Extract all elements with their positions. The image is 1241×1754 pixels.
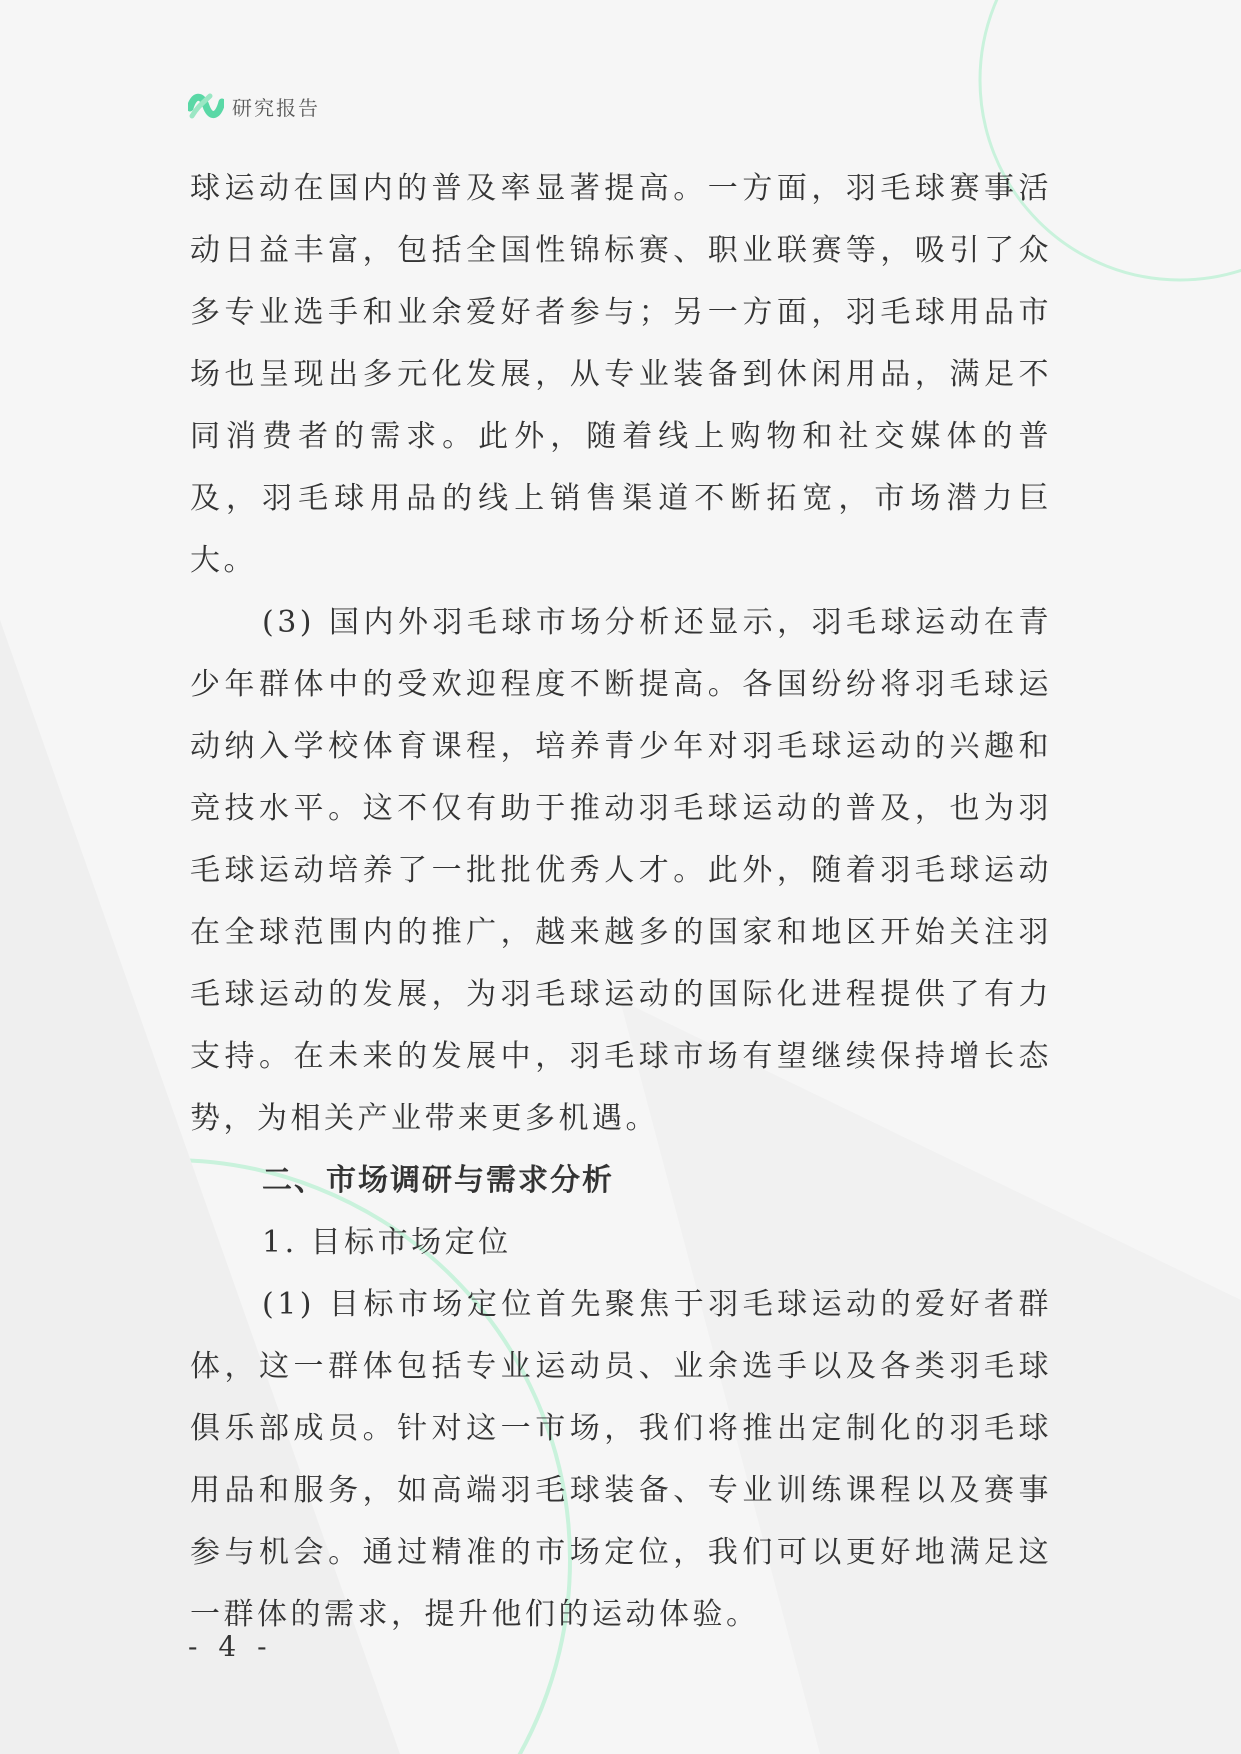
document-body [190, 158, 1052, 1646]
paragraph-3: (3) 国内外羽毛球市场分析还显示，羽毛球运动在青少年群体中的受欢迎程度不断提高。各国纷纷将羽毛球运动纳入学校体育课程，培养青少年对羽毛球运动的兴趣和竞技水平。这不仅有助于推动羽毛球运动的普及，也为羽毛球运动培养了一批批优秀人才。此外，随着羽毛球运动在全球范围内的推广，越来越多的国家和地区开始关注羽毛球运动的发展，为羽毛球运动的国际化进程提供了有力支持。在未来的发展中，羽毛球市场有望继续保持增长态势，为相关产业带来更多机遇。 [190, 605, 1052, 1136]
page-header [188, 88, 320, 124]
section-heading: 二、市场调研与需求分析 [262, 1163, 614, 1198]
paragraph-1: (1) 目标市场定位首先聚焦于羽毛球运动的爱好者群体，这一群体包括专业运动员、业余选手以及各类羽毛球俱乐部成员。针对这一市场，我们将推出定制化的羽毛球用品和服务，如高端羽毛球装备、专业训练课程以及赛事参与机会。通过精准的市场定位，我们可以更好地满足这一群体的需求，提升他们的运动体验。 [190, 1287, 1052, 1632]
logo-icon [188, 88, 224, 124]
paragraph-continuation: 球运动在国内的普及率显著提高。一方面，羽毛球赛事活动日益丰富，包括全国性锦标赛、职业联赛等，吸引了众多专业选手和业余爱好者参与；另一方面，羽毛球用品市场也呈现出多元化发展，从专业装备到休闲用品，满足不同消费者的需求。此外，随着线上购物和社交媒体的普及，羽毛球用品的线上销售渠道不断拓宽，市场潜力巨大。 [190, 171, 1052, 578]
header-title: 研究报告 [232, 95, 320, 120]
page-number: - 4 - [188, 1630, 273, 1663]
subsection-heading: 1. 目标市场定位 [262, 1225, 512, 1260]
